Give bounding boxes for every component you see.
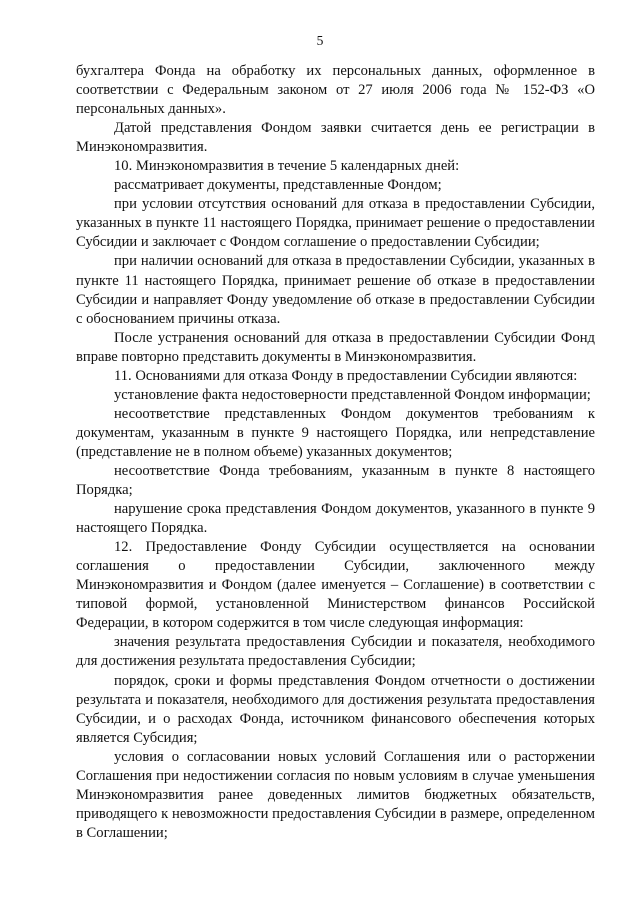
paragraph-consent-continuation: бухгалтера Фонда на обработку их персональных данных, оформленное в соответствии с Федеральным законом от 27 июля 2006 года № 152-ФЗ «О персональных данных». (76, 63, 595, 118)
paragraph-clause-12: 12. Предоставление Фонду Субсидии осуществляется на основании соглашения о предоставлении Субсидии, заключенного между Минэкономразвития и Фондом (далее именуется – Соглашение) в соответствии с типовой формой, установленной Министерством финансов Российской Федерации, в котором содержится в том числе следующая информация: (76, 539, 595, 632)
paragraph-clause-11-noncompliance-docs: несоответствие представленных Фондом документов требованиям к документам, указанным в пункте 9 настоящего Порядка, или непредставление (представление не в полном объеме) указанных документов; (76, 405, 595, 460)
paragraph-clause-10-approve: при условии отсутствия оснований для отказа в предоставлении Субсидии, указанных в пункте 11 настоящего Порядка, принимает решение о предоставлении Субсидии и заключает с Фондом соглашение о предоставлении Субсидии; (76, 196, 595, 251)
page-number: 5 (316, 33, 324, 48)
paragraph-clause-10-review: рассматривает документы, представленные Фондом; (114, 177, 442, 194)
paragraph-clause-11: 11. Основаниями для отказа Фонду в предоставлении Субсидии являются: (114, 367, 578, 384)
paragraph-clause-11-noncompliance-fund: несоответствие Фонда требованиям, указанным в пункте 8 настоящего Порядка; (76, 462, 595, 499)
document-body (76, 62, 595, 843)
paragraph-submission-date: Датой представления Фондом заявки считается день ее регистрации в Минэкономразвития. (76, 120, 595, 156)
paragraph-clause-12-new-conditions: условия о согласовании новых условий Соглашения или о расторжении Соглашения при недостижении согласия по новым условиям в случае уменьшения Минэкономразвития ранее доведенных лимитов бюджетных обязательств, приводящего к невозможности предоставления Субсидии в размере, определенном в Соглашении; (76, 748, 595, 841)
paragraph-clause-11-inaccuracy: установление факта недостоверности представленной Фондом информации; (114, 386, 591, 403)
paragraph-clause-10-refuse: при наличии оснований для отказа в предоставлении Субсидии, указанных в пункте 11 настоящего Порядка, принимает решение об отказе в предоставлении Субсидии и направляет Фонду уведомление об отказе в предоставлении Субсидии с обоснованием причины отказа. (76, 253, 595, 327)
paragraph-clause-12-reporting: порядок, сроки и формы представления Фондом отчетности о достижении результата и показателя, необходимого для достижения результата предоставления Субсидии, и о расходах Фонда, источником финансового обеспечения которых является Субсидия; (76, 672, 595, 746)
paragraph-clause-10: 10. Минэкономразвития в течение 5 календарных дней: (114, 158, 460, 175)
paragraph-clause-11-deadline: нарушение срока представления Фондом документов, указанного в пункте 9 настоящего Порядка. (76, 501, 595, 537)
paragraph-resubmission: После устранения оснований для отказа в предоставлении Субсидии Фонд вправе повторно представить документы в Минэкономразвития. (76, 329, 595, 365)
paragraph-clause-12-result-values: значения результата предоставления Субсидии и показателя, необходимого для достижения результата предоставления Субсидии; (76, 634, 595, 670)
